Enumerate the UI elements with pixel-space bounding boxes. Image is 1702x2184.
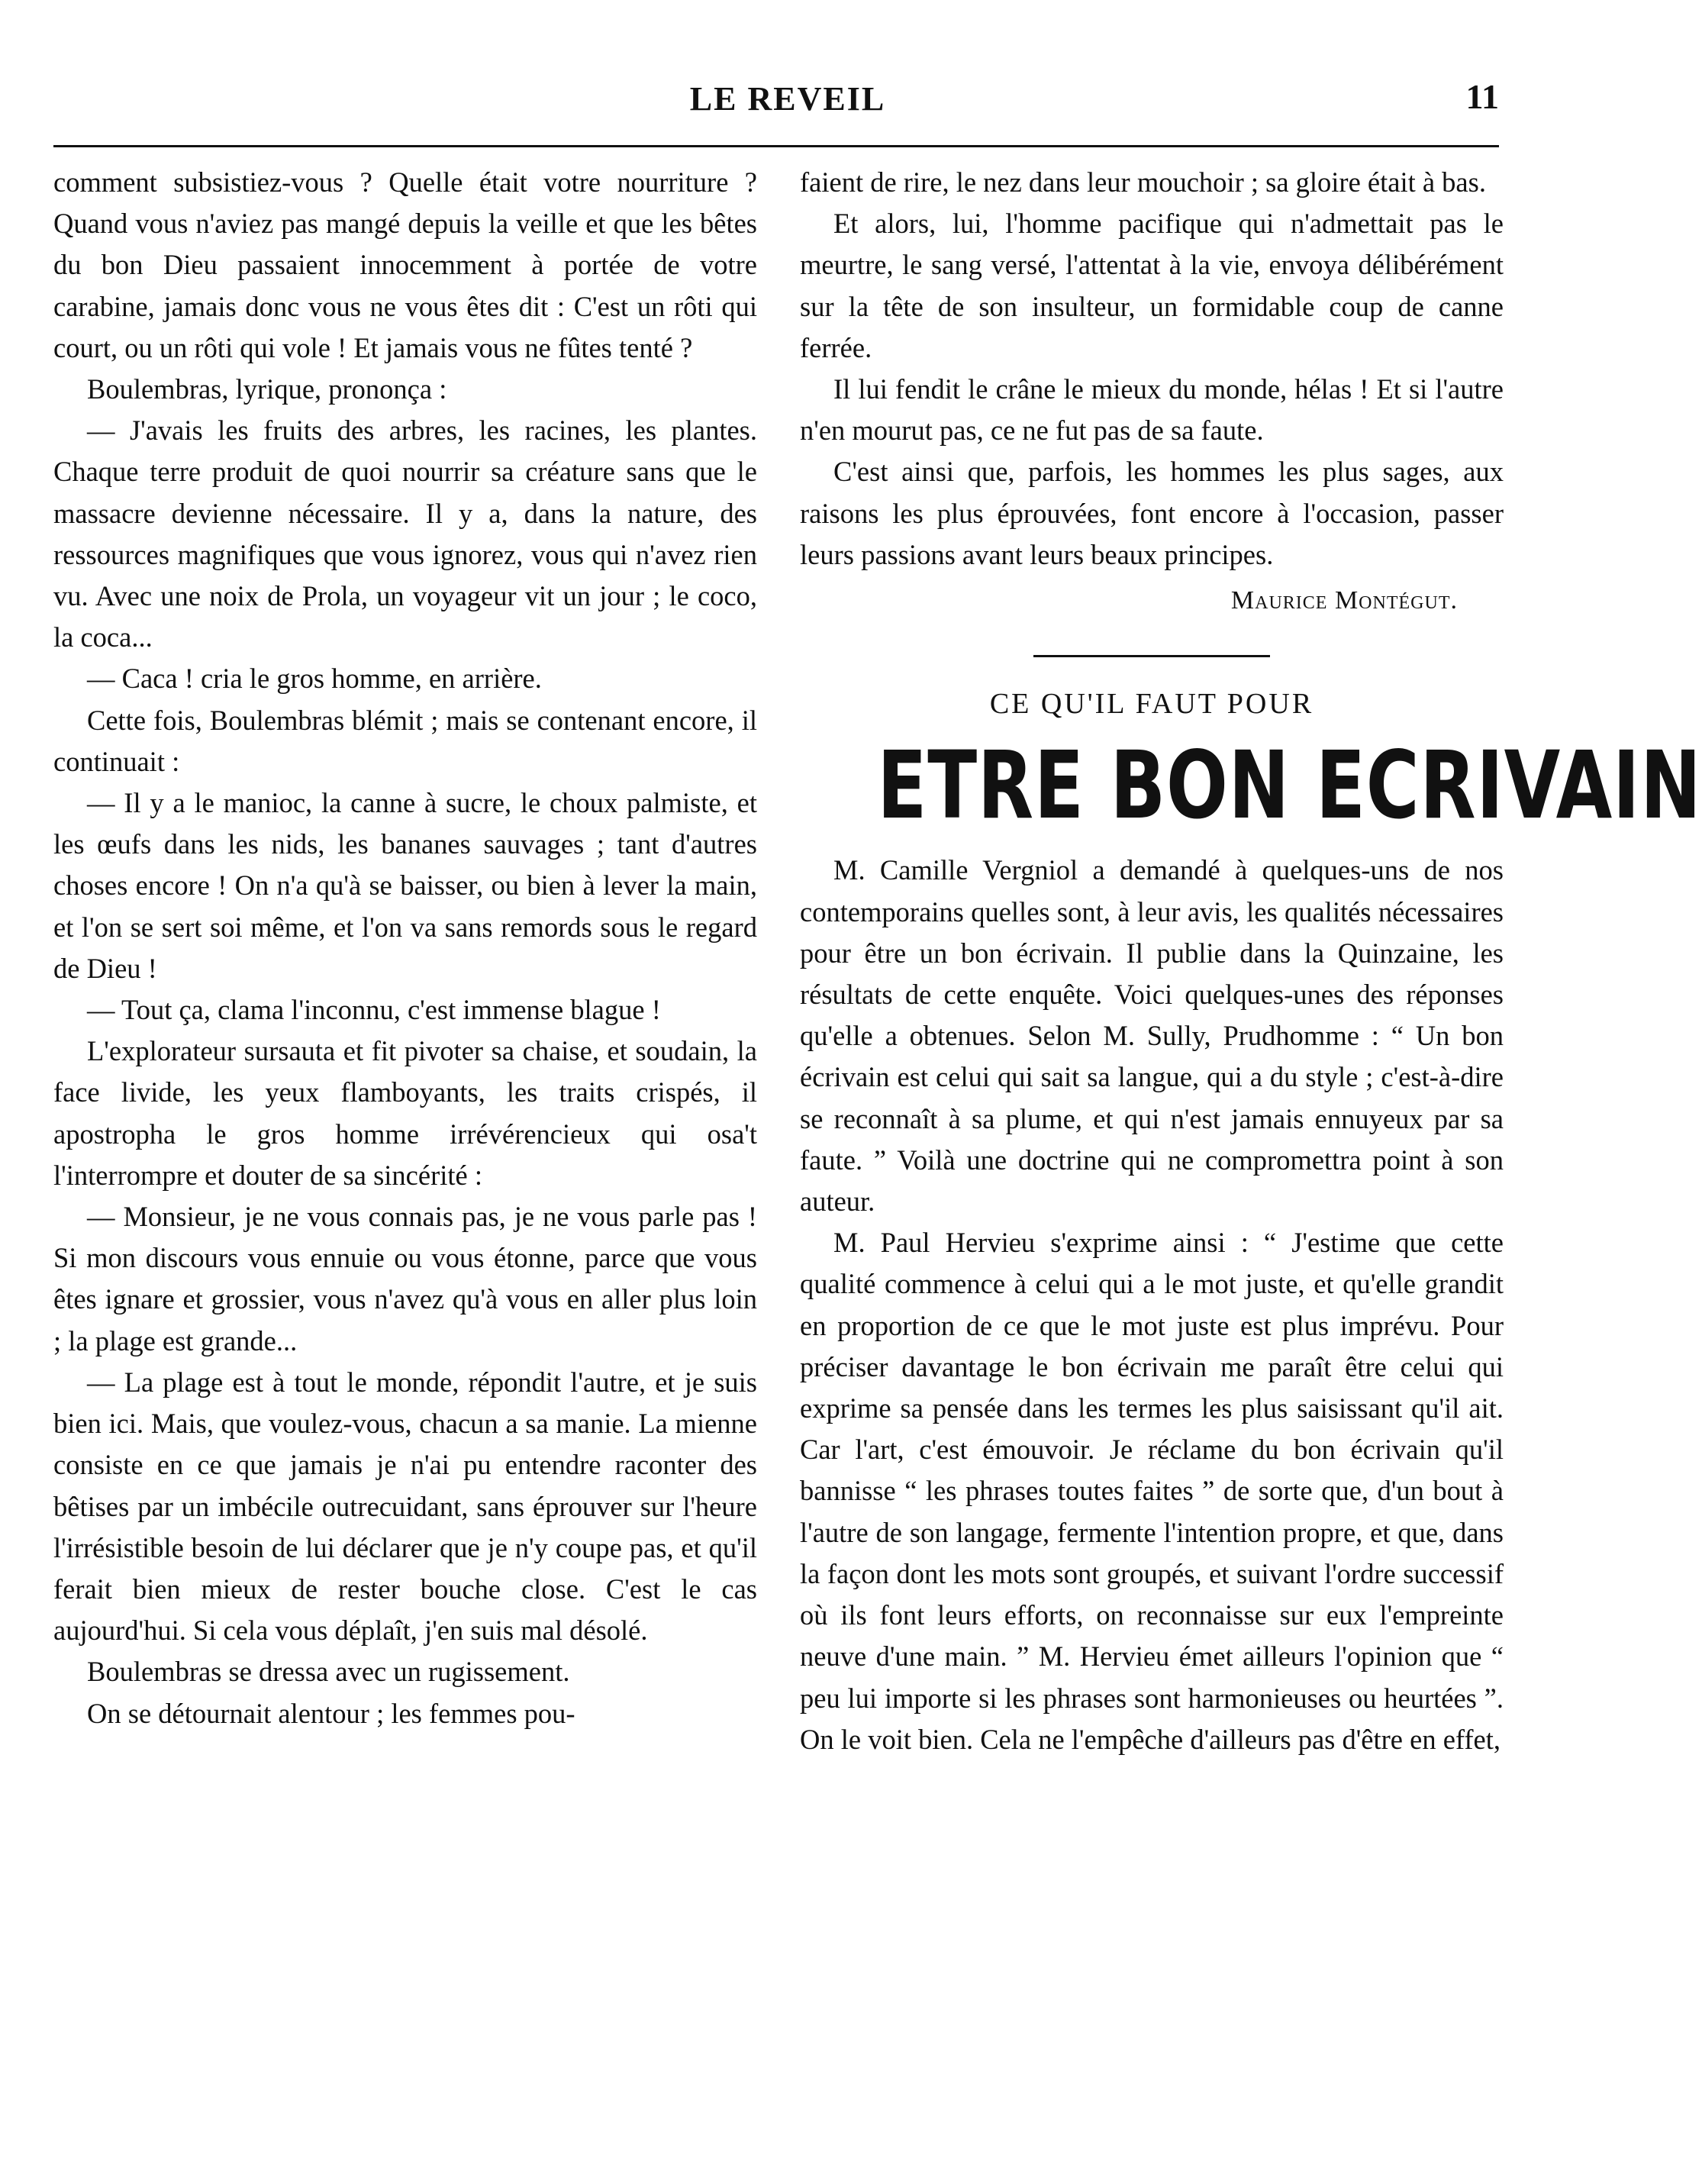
- paragraph: M. Paul Hervieu s'exprime ainsi : “ J'estime que cette qualité commence à celui qui a le mot juste, et qu'elle grandit en proportion de ce que le mot juste est plus imprévu. Pour préciser davantage le bon écrivain me paraît être celui qui exprime sa pensée dans les termes les plus saisissant qu'il ait. Car l'art, c'est émouvoir. Je réclame du bon écrivain qu'il bannisse “ les phrases toutes faites ” de sorte que, d'un bout à l'autre de son langage, fermente l'intention propre, et que, dans la façon dont les mots sont groupés, et suivant l'ordre successif où ils font leurs efforts, on reconnaisse sur eux l'empreinte neuve d'une main. ” M. Hervieu émet ailleurs l'opinion que “ peu lui importe si les phrases sont harmonieuses ou heurtées ”. On le voit bien. Cela ne l'empêche d'ailleurs pas d'être en effet,: [800, 1227, 1504, 1755]
- paragraph: Boulembras se dressa avec un rugissement.: [87, 1656, 570, 1688]
- paragraph: On se détournait alentour ; les femmes pou-: [87, 1697, 575, 1729]
- paragraph: — J'avais les fruits des arbres, les racines, les plantes. Chaque terre produit de quoi nourrir sa créature sans que le massacre devienne nécessaire. Il y a, dans la nature, des ressources magnifiques que vous ignorez, vous qui n'avez rien vu. Avec une noix de Prola, un voyageur vit un jour ; le coco, la coca...: [53, 415, 757, 653]
- paragraph: M. Camille Vergniol a demandé à quelques-uns de nos contemporains quelles sont, à leur avis, les qualités nécessaires pour être un bon écrivain. Il publie dans la Quinzaine, les résultats de cette enquête. Voici quelques-unes des réponses qu'elle a obtenues. Selon M. Sully, Prudhomme : “ Un bon écrivain est celui qui sait sa langue, qui a du style ; c'est-à-dire se reconnaît à sa plume, et qui n'est jamais ennuyeux par sa faute. ” Voilà une doctrine qui ne compromettra point à son auteur.: [800, 854, 1504, 1218]
- paragraph: — Caca ! cria le gros homme, en arrière.: [87, 663, 542, 695]
- paragraph: Cette fois, Boulembras blémit ; mais se contenant encore, il continuait :: [53, 704, 757, 777]
- paragraph: C'est ainsi que, parfois, les hommes les plus sages, aux raisons les plus éprouvées, font encore à l'occasion, passer leurs passions avant leurs beaux principes.: [800, 456, 1504, 570]
- paragraph: — Tout ça, clama l'inconnu, c'est immense blague !: [87, 994, 661, 1026]
- paragraph: L'explorateur sursauta et fit pivoter sa chaise, et soudain, la face livide, les yeux flamboyants, les traits crispés, il apostropha le gros homme irrévérencieux qui osa't l'interrompre et douter de sa sincérité :: [53, 1035, 757, 1191]
- left-column: [53, 162, 757, 1734]
- author-signature: [800, 580, 1458, 621]
- paragraph: comment subsistiez-vous ? Quelle était votre nourriture ? Quand vous n'aviez pas mangé depuis la veille et que les bêtes du bon Dieu passaient innocemment à portée de votre carabine, jamais donc vous ne vous êtes dit : C'est un rôti qui court, ou un rôti qui vole ! Et jamais vous ne fûtes tenté ?: [53, 166, 757, 363]
- paragraph: — La plage est à tout le monde, répondit l'autre, et je suis bien ici. Mais, que voulez-vous, chacun a sa manie. La mienne consiste en ce que jamais je n'ai pu entendre raconter des bêtises par un imbécile outrecuidant, sans éprouver sur l'heure l'irrésistible besoin de lui déclarer que je n'y coupe pas, et qu'il ferait bien mieux de rester bouche close. C'est le cas aujourd'hui. Si cela vous déplaît, j'en suis mal désolé.: [53, 1366, 757, 1647]
- page-number: 11: [1465, 77, 1499, 116]
- paragraph: Boulembras, lyrique, prononça :: [87, 373, 447, 405]
- header-rule: [53, 145, 1499, 147]
- article-headline: ETRE BON ECRIVAIN: [877, 731, 1702, 840]
- paragraph: — Monsieur, je ne vous connais pas, je ne vous parle pas ! Si mon discours vous ennuie ou vous étonne, parce que vous êtes ignare et grossier, vous n'avez qu'à vous en aller plus loin ; la plage est grande...: [53, 1201, 757, 1357]
- paragraph: Et alors, lui, l'homme pacifique qui n'admettait pas le meurtre, le sang versé, l'attentat à la vie, envoya délibérément sur la tête de son insulteur, un formidable coup de canne ferrée.: [800, 208, 1504, 363]
- paragraph: faient de rire, le nez dans leur mouchoir ; sa gloire était à bas.: [800, 166, 1486, 198]
- section-divider: [1033, 655, 1270, 657]
- right-column: [800, 162, 1702, 1760]
- signature-text: Maurice Montégut.: [1230, 586, 1458, 615]
- paragraph: — Il y a le manioc, la canne à sucre, le choux palmiste, et les œufs dans les nids, les bananes sauvages ; tant d'autres choses encore ! On n'a qu'à se baisser, ou bien à lever la main, et l'on se sert soi même, et l'on va sans remords sous le regard de Dieu !: [53, 787, 757, 984]
- paragraph: Il lui fendit le crâne le mieux du monde, hélas ! Et si l'autre n'en mourut pas, ce ne fut pas de sa faute.: [800, 373, 1504, 447]
- article-kicker: CE QU'IL FAUT POUR: [989, 688, 1314, 721]
- newspaper-title: LE REVEIL: [689, 80, 886, 118]
